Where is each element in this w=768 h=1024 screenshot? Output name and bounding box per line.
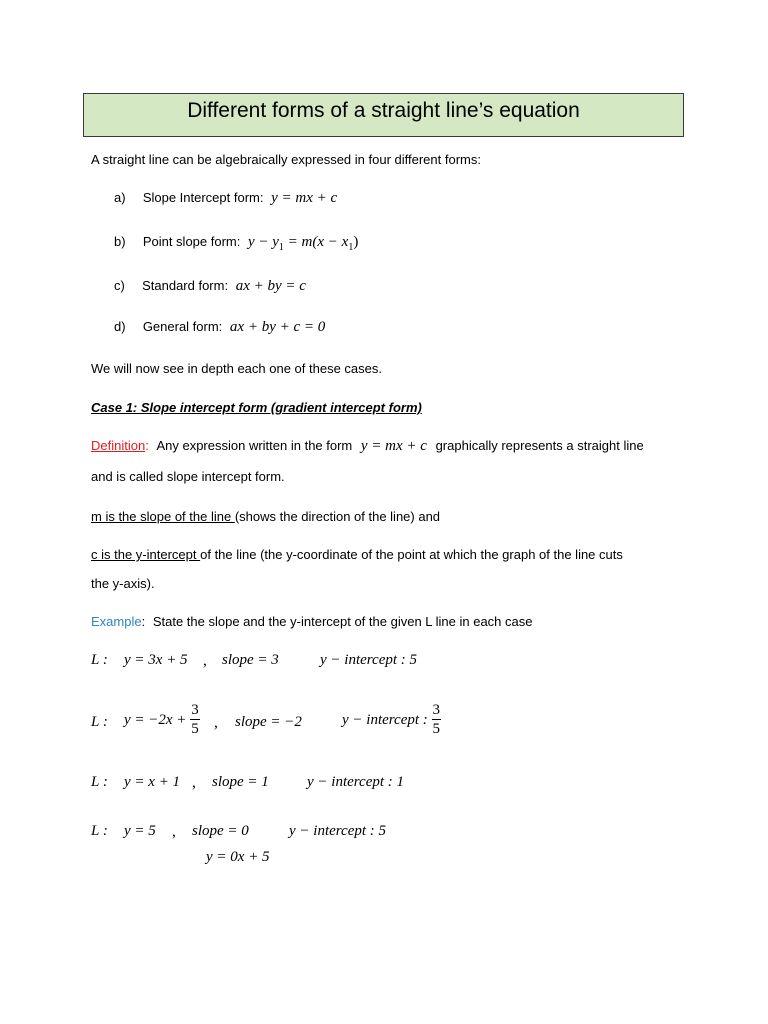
separator: , — [214, 714, 218, 731]
form-label: Standard form: — [142, 278, 229, 293]
definition-label: Definition — [91, 438, 146, 453]
form-item-b — [114, 234, 358, 253]
form-label: Slope Intercept form: — [142, 190, 264, 205]
form-marker: c) — [114, 278, 125, 293]
depth-note: We will now see in depth each one of these cases. — [91, 361, 382, 376]
definition-equation: y = mx + c — [360, 438, 427, 454]
fraction: $\frac{3}{5}$ — [191, 702, 199, 737]
example-slope: slope = 0 — [192, 823, 249, 839]
definition-line2: and is called slope intercept form. — [91, 469, 285, 484]
m-description: m is the slope of the line (shows the direction of the line) and — [91, 509, 441, 524]
case1-heading: Case 1: Slope intercept form (gradient intercept form) — [91, 400, 422, 415]
example-row-4: L : — [91, 823, 108, 839]
form-label: Point slope form: — [142, 234, 241, 249]
example-equation: y = 5 — [124, 823, 156, 839]
form-item-a — [114, 190, 337, 207]
c-description: c is the y-intercept of the line (the y-coordinate of the point at which the graph of the line cuts — [91, 547, 623, 562]
c-description-line2: the y-axis). — [91, 576, 155, 591]
separator: , — [172, 823, 176, 840]
page-title: Different forms of a straight line’s equation — [187, 99, 580, 122]
form-marker: d) — [114, 319, 126, 334]
example-equation: y = x + 1 — [124, 774, 181, 790]
intro-text: A straight line can be algebraically expressed in four different forms: — [91, 152, 481, 167]
example-yintercept: y − intercept : $\frac{3}{5}$ — [342, 702, 441, 737]
separator: , — [192, 774, 196, 791]
example-yintercept: y − intercept : 1 — [307, 774, 405, 790]
example-row-3: L : — [91, 774, 108, 790]
separator: , — [203, 652, 207, 669]
form-equation: ax + by = c — [235, 278, 306, 294]
form-equation: y = mx + c — [271, 190, 338, 206]
example-equation: y = −2x + $\frac{3}{5}$ — [124, 702, 199, 737]
example-equation-expanded: y = 0x + 5 — [206, 849, 270, 865]
form-equation: ax + by + c = 0 — [229, 319, 326, 335]
fraction: $\frac{3}{5}$ — [432, 702, 441, 737]
example-label: Example — [91, 614, 142, 629]
form-item-c — [114, 278, 306, 295]
title-box — [83, 93, 684, 137]
form-equation: $y - y_1 = m(x - x_1)$ — [247, 234, 359, 253]
example-equation: y = 3x + 5 — [124, 652, 188, 668]
form-marker: b) — [114, 234, 126, 249]
example-row-2: L : — [91, 714, 108, 730]
example-yintercept: y − intercept : 5 — [289, 823, 387, 839]
form-marker: a) — [114, 190, 126, 205]
example-line: Example: State the slope and the y-intercept of the given L line in each case — [91, 614, 533, 629]
form-label: General form: — [142, 319, 223, 334]
example-yintercept: y − intercept : 5 — [320, 652, 418, 668]
form-item-d — [114, 319, 325, 336]
example-slope: slope = −2 — [235, 714, 302, 730]
definition-line: Definition: Any expression written in the form y = mx + c graphically represents a straight line — [91, 438, 644, 454]
example-slope: slope = 1 — [212, 774, 269, 790]
example-slope: slope = 3 — [222, 652, 279, 668]
example-row-1: L : — [91, 652, 108, 668]
